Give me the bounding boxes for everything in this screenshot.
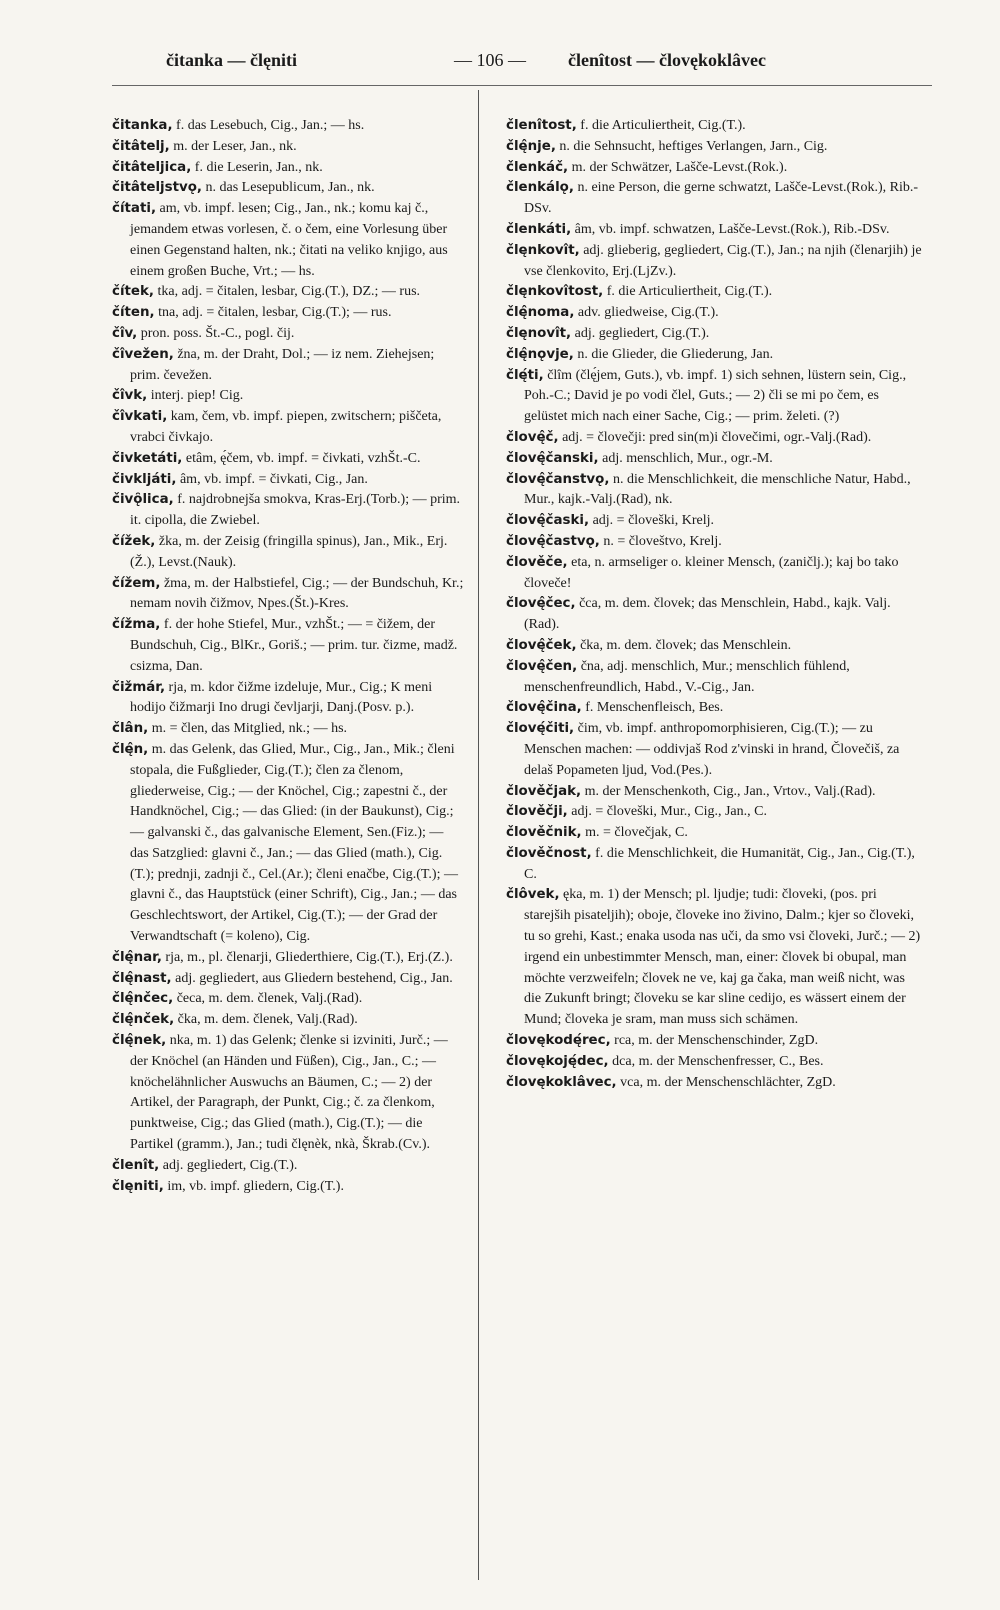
entry-definition: čna, adj. menschlich, Mur.; menschlich fühlend, menschenfreundlich, Habd., V.-Cig., Jan.: [524, 658, 850, 695]
entry-definition: f. die Menschlichkeit, die Humanität, Cig., Jan., Cig.(T.), C.: [524, 845, 915, 882]
entry-headword: člověčnost,: [506, 845, 592, 861]
dictionary-entry: [112, 948, 464, 969]
dictionary-entry: [112, 1177, 464, 1198]
entry-definition: f. Menschenfleisch, Bes.: [585, 700, 724, 716]
entry-headword: čížma,: [112, 617, 161, 633]
dictionary-entry: [506, 178, 922, 220]
entry-headword: člęniti,: [112, 1178, 164, 1194]
entry-headword: člověčnik,: [506, 825, 582, 841]
dictionary-entry: [112, 386, 464, 407]
entry-headword: čivketáti,: [112, 450, 183, 466]
dictionary-entry: [506, 220, 922, 241]
entry-definition: dca, m. der Menschenfresser, C., Bes.: [612, 1053, 824, 1069]
entry-definition: f. die Articuliertheit, Cig.(T.).: [606, 284, 773, 300]
dictionary-entry: [112, 303, 464, 324]
entry-headword: človę̂čanstvǫ,: [506, 471, 610, 487]
entry-headword: človę̂čen,: [506, 658, 578, 674]
dictionary-entry: [506, 324, 922, 345]
dictionary-entry: [112, 1010, 464, 1031]
dictionary-entry: [506, 116, 922, 137]
entry-definition: n. die Glieder, die Gliederung, Jan.: [577, 346, 774, 362]
entry-definition: âm, vb. impf. = čivkati, Cig., Jan.: [179, 471, 368, 487]
page-header: [0, 50, 1000, 80]
entry-headword: člę̂n,: [112, 741, 149, 757]
entry-headword: čivǫ̑lica,: [112, 492, 174, 508]
entry-definition: tka, adj. = čitalen, lesbar, Cig.(T.), DZ.; — rus.: [157, 284, 421, 300]
dictionary-entry: [506, 782, 922, 803]
entry-headword: člę̂noma,: [506, 305, 575, 321]
dictionary-entry: [506, 428, 922, 449]
entry-definition: etâm, ę́čem, vb. impf. = čivkati, vzhŠt.-C.: [185, 450, 421, 466]
dictionary-entry: [506, 657, 922, 699]
dictionary-entry: [506, 885, 922, 1031]
entry-headword: čitâteljstvǫ,: [112, 180, 203, 196]
entry-headword: človę̂ček,: [506, 637, 577, 653]
entry-definition: n. das Lesepublicum, Jan., nk.: [205, 180, 375, 196]
entry-headword: čížek,: [112, 533, 156, 549]
entry-headword: čîvkati,: [112, 409, 168, 425]
dictionary-entry: [112, 282, 464, 303]
entry-definition: âm, vb. impf. schwatzen, Lašče-Levst.(Rok.), Rib.-DSv.: [574, 221, 890, 237]
entry-definition: f. die Articuliertheit, Cig.(T.).: [580, 118, 746, 133]
entry-definition: adj. gegliedert, Cig.(T.).: [162, 1157, 298, 1173]
entry-headword: čîvk,: [112, 388, 148, 404]
entry-headword: člę̂nek,: [112, 1033, 167, 1049]
dictionary-entry: [112, 969, 464, 990]
entry-headword: člę̂nǫvje,: [506, 346, 574, 362]
dictionary-entry: [506, 345, 922, 366]
entry-definition: žma, m. der Halbstiefel, Cig.; — der Bundschuh, Kr.; nemam novih čižmov, Npes.(Št.)-Kres.: [130, 575, 464, 612]
entry-definition: čim, vb. impf. anthropomorphisieren, Cig.(T.); — zu Menschen machen: — oddivjaš Rod z'vinski in hrand, Človečiš, za delaš Popameten ljud, Vod.(Pes.).: [524, 721, 900, 778]
dictionary-entry: [112, 719, 464, 740]
dictionary-entry: [506, 366, 922, 428]
dictionary-entry: [112, 178, 464, 199]
dictionary-entry: [112, 490, 464, 532]
dictionary-entry: [112, 1031, 464, 1156]
dictionary-entry: [506, 802, 922, 823]
entry-headword: človę̂č,: [506, 429, 559, 445]
entry-definition: žka, m. der Zeisig (fringilla spinus), Jan., Mik., Erj.(Ž.), Levst.(Nauk).: [130, 533, 448, 570]
dictionary-entry: [506, 303, 922, 324]
entry-definition: interj. piep! Cig.: [150, 388, 244, 404]
entry-headword: čižmár,: [112, 679, 166, 695]
column-divider: [478, 90, 479, 1580]
entry-headword: čítati,: [112, 201, 157, 217]
dictionary-entry: [506, 449, 922, 470]
dictionary-entry: [112, 740, 464, 948]
dictionary-entry: [112, 1156, 464, 1177]
dictionary-entry: [506, 719, 922, 781]
dictionary-entry: [112, 678, 464, 720]
entry-definition: adj. = človeški, Krelj.: [592, 513, 714, 529]
entry-headword: človę̂čanski,: [506, 450, 599, 466]
entry-headword: čitâteljica,: [112, 159, 192, 175]
header-rule: [112, 85, 932, 86]
entry-headword: človękoję́dec,: [506, 1053, 609, 1069]
entry-headword: člôvek,: [506, 887, 560, 903]
entry-headword: člęnovît,: [506, 325, 572, 341]
dictionary-entry: [112, 407, 464, 449]
dictionary-entry: [112, 449, 464, 470]
entry-definition: m. = člen, das Mitglied, nk.; — hs.: [151, 721, 348, 737]
entry-definition: am, vb. impf. lesen; Cig., Jan., nk.; komu kaj č., jemandem etwas vorlesen, č. o čem, eine Vorlesung über einen Gegenstand halten, nk.; čitati na veliko knjigo, aus einem großen Buche, Vrt.; — hs.: [130, 201, 448, 279]
dictionary-entry: [506, 532, 922, 553]
dictionary-entry: [112, 199, 464, 282]
dictionary-entry: [112, 989, 464, 1010]
entry-definition: f. die Leserin, Jan., nk.: [194, 159, 323, 175]
entry-headword: čitâtelj,: [112, 138, 170, 154]
entry-definition: pron. poss. Št.-C., pogl. čij.: [140, 325, 295, 341]
dictionary-entry: [112, 116, 464, 137]
entry-definition: člîm (člę́jem, Guts.), vb. impf. 1) sich sehnen, lüstern sein, Cig., Poh.-C.; David je po vodi člel, Guts.; — 2) čli se mi po čem, es gelüstet mich nach einer Sache, Cig.; — prim. želeti. (?): [524, 367, 907, 425]
dictionary-entry: [506, 137, 922, 158]
dictionary-entry: [506, 553, 922, 595]
entry-headword: člęnkovîtost,: [506, 284, 604, 300]
entry-headword: čîv,: [112, 325, 138, 341]
entry-definition: adj. = človečji: pred sin(m)i človečimi, ogr.-Valj.(Rad).: [562, 429, 872, 445]
dictionary-entry: [506, 636, 922, 657]
dictionary-entry: [112, 324, 464, 345]
entry-headword: členît,: [112, 1157, 160, 1173]
entry-definition: rja, m. kdor čižme izdeluje, Mur., Cig.; K meni hodijo čižmarji Ino drugi čevljarji, Danj.(Posv. p.).: [130, 679, 433, 716]
dictionary-entry: [112, 470, 464, 491]
entry-headword: čivkljáti,: [112, 471, 177, 487]
entry-definition: f. das Lesebuch, Cig., Jan.; — hs.: [176, 118, 365, 133]
entry-definition: n. die Menschlichkeit, die menschliche Natur, Habd., Mur., kajk.-Valj.(Rad), nk.: [524, 471, 911, 508]
dictionary-entry: [112, 615, 464, 677]
entry-definition: adj. = človeški, Mur., Cig., Jan., C.: [571, 804, 767, 820]
entry-definition: m. der Schwätzer, Lašče-Levst.(Rok.).: [571, 159, 788, 175]
dictionary-entry: [506, 282, 922, 303]
entry-headword: číten,: [112, 305, 155, 321]
entry-definition: eta, n. armseliger o. kleiner Mensch, (zaničlj.); kaj bo tako človeče!: [524, 554, 899, 591]
entry-headword: člověčjak,: [506, 783, 582, 799]
entry-definition: rja, m., pl. členarji, Gliederthiere, Cig.(T.), Erj.(Z.).: [165, 949, 453, 965]
entry-headword: člân,: [112, 721, 149, 737]
dictionary-entry: [506, 470, 922, 512]
entry-headword: člę̂nje,: [506, 138, 556, 154]
entry-definition: m. = človečjak, C.: [585, 825, 688, 841]
dictionary-entry: [506, 1073, 922, 1094]
entry-headword: človę̂častvǫ,: [506, 533, 600, 549]
entry-headword: členkáč,: [506, 159, 569, 175]
dictionary-entry: [112, 532, 464, 574]
entry-headword: človę́čiti,: [506, 721, 575, 737]
entry-definition: m. der Menschenkoth, Cig., Jan., Vrtov., Valj.(Rad).: [584, 783, 876, 799]
entry-headword: človękoklâvec,: [506, 1074, 617, 1090]
entry-definition: n. die Sehnsucht, heftiges Verlangen, Jarn., Cig.: [559, 138, 828, 154]
left-column: [112, 116, 464, 1197]
right-column: [506, 116, 922, 1093]
dictionary-entry: [506, 241, 922, 283]
dictionary-entry: [506, 511, 922, 532]
entry-headword: človę̂čec,: [506, 596, 576, 612]
entry-definition: im, vb. impf. gliedern, Cig.(T.).: [167, 1178, 344, 1194]
dictionary-entry: [506, 823, 922, 844]
entry-definition: nka, m. 1) das Gelenk; členke si izviniti, Jurč.; — der Knöchel (an Händen und Füßen), Cig., Jan., C.; — knöchelähnlicher Auswuchs an Bäumen, C.; — 2) der Artikel, der Paragraph, der Punkt, Cig.; č. za členkom, punktweise, Cig.; das Glied (math.), Cig.(T.); — die Partikel (gramm.), Jan.; tudi člęnèk, nkà, Škrab.(Cv.).: [130, 1033, 448, 1153]
entry-headword: členîtost,: [506, 118, 577, 133]
entry-definition: čka, m. dem. členek, Valj.(Rad).: [177, 1012, 358, 1028]
dictionary-entry: [112, 158, 464, 179]
entry-headword: člověče,: [506, 554, 568, 570]
entry-definition: čeca, m. dem. členek, Valj.(Rad).: [176, 991, 363, 1007]
entry-definition: m. das Gelenk, das Glied, Mur., Cig., Jan., Mik.; členi stopala, die Fußglieder, Cig.(T.); člen za členom, gliederweise, Cig.; — der Knöchel, Cig.; zapestni č., der Handknöchel, Cig.; — das Glied: (in der Baukunst), Cig.; — galvanski č., das galvanische Element, Sen.(Fiz.); — das Satzglied: glavni č., Jan.; — das Glied (math.), Cig.(T.); prednji, zadnji č., Cel.(Ar.); členi enačbe, Cig.(T.); — glavni č., das Hauptstück (einer Schrift), Cig., Jan.; — das Geschlechtswort, der Artikel, Cig.(T.); — der Grad der Verwandtschaft (= koleno), Cig.: [130, 741, 458, 945]
dictionary-entry: [506, 158, 922, 179]
entry-definition: f. der hohe Stiefel, Mur., vzhŠt.; — = čižem, der Bundschuh, Cig., BlKr., Goriš.; — prim. tur. čizme, madž. csizma, Dan.: [130, 617, 458, 674]
entry-definition: m. der Leser, Jan., nk.: [173, 138, 297, 154]
entry-definition: rca, m. der Menschenschinder, ZgD.: [614, 1033, 819, 1049]
entry-headword: člęnkovît,: [506, 242, 580, 258]
entry-headword: čîvežen,: [112, 346, 174, 362]
entry-headword: človę̂čina,: [506, 700, 582, 716]
dictionary-entry: [506, 698, 922, 719]
dictionary-entry: [506, 1052, 922, 1073]
dictionary-entry: [506, 594, 922, 636]
entry-headword: člę̂nčec,: [112, 991, 174, 1007]
dictionary-entry: [112, 137, 464, 158]
entry-definition: kam, čem, vb. impf. piepen, zwitschern; piščeta, vrabci čivkajo.: [130, 409, 442, 445]
entry-definition: n. = človeštvo, Krelj.: [603, 533, 722, 549]
entry-headword: členkáti,: [506, 221, 572, 237]
entry-headword: člę̂nast,: [112, 970, 172, 986]
dictionary-entry: [506, 1031, 922, 1052]
entry-definition: čca, m. dem. človek; das Menschlein, Habd., kajk. Valj.(Rad).: [524, 596, 891, 633]
header-right-guideword: členîtost — človękoklâvec: [568, 50, 766, 70]
entry-definition: čka, m. dem. človek; das Menschlein.: [580, 637, 792, 653]
entry-headword: človę̂časki,: [506, 513, 590, 529]
dictionary-entry: [112, 345, 464, 387]
entry-headword: člę̂nček,: [112, 1012, 175, 1028]
entry-headword: člověčji,: [506, 804, 568, 820]
entry-headword: čížem,: [112, 575, 161, 591]
entry-headword: človękodę́rec,: [506, 1033, 611, 1049]
entry-definition: adj. gegliedert, Cig.(T.).: [574, 325, 710, 341]
entry-headword: čitanka,: [112, 118, 173, 133]
entry-definition: adj. gegliedert, aus Gliedern bestehend, Cig., Jan.: [175, 970, 453, 986]
entry-headword: člę́ti,: [506, 367, 544, 383]
entry-definition: n. eine Person, die gerne schwatzt, Lašče-Levst.(Rok.), Rib.-DSv.: [524, 180, 919, 217]
dictionary-entry: [112, 574, 464, 616]
entry-definition: adj. glieberig, gegliedert, Cig.(T.), Jan.; na njih (členarjih) je vse členkovito, Erj.(LjZv.).: [524, 242, 922, 279]
entry-definition: vca, m. der Menschenschlächter, ZgD.: [620, 1074, 836, 1090]
entry-definition: adv. gliedweise, Cig.(T.).: [577, 305, 719, 321]
header-left-guideword: čitanka — člęniti: [166, 50, 297, 70]
entry-headword: členkálǫ,: [506, 180, 574, 196]
entry-definition: f. najdrobnejša smokva, Kras-Erj.(Torb.); — prim. it. cipolla, die Zwiebel.: [130, 492, 461, 529]
page-number: — 106 —: [454, 50, 526, 70]
entry-headword: člę̂nar,: [112, 949, 162, 965]
entry-definition: ęka, m. 1) der Mensch; pl. ljudje; tudi: človeki, (pos. pri starejših pisateljih); oboje, človeke ino živino, Dalm.; kjer so človeki, tu so grehi, Kast.; enaka usoda nas uči, da smo vsi človeki, Jurč.; — 2) irgend ein unbestimmter Mensch, man, einer: človek bi obupal, man möchte verzweifeln; človek ne ve, kaj ga čaka, man weiß nicht, was die Zukunft bringt; človeku se kar sline cedijo, es wässert einem der Mund; človeka je sram, man muss sich schämen.: [524, 887, 921, 1028]
entry-headword: čítek,: [112, 284, 155, 300]
entry-definition: adj. menschlich, Mur., ogr.-M.: [602, 450, 773, 466]
entry-definition: tna, adj. = čitalen, lesbar, Cig.(T.); — rus.: [158, 305, 392, 321]
entry-definition: žna, m. der Draht, Dol.; — iz nem. Ziehejsen; prim. čevežen.: [130, 346, 435, 383]
dictionary-entry: [506, 844, 922, 886]
